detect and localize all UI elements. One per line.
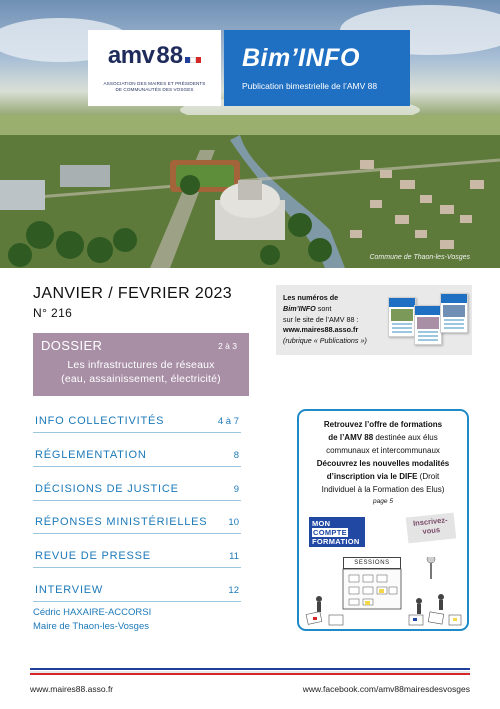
footer-facebook-link[interactable]: www.facebook.com/amv88mairesdesvosges [302, 684, 470, 694]
online-url-link[interactable]: www.maires88.asso.fr [283, 325, 359, 335]
formation-line5-rest: (Droit [417, 471, 440, 481]
masthead [224, 30, 410, 106]
online-line2-rest: sont [315, 303, 332, 313]
toc-item-pages: 10 [228, 517, 239, 528]
masthead-subtitle: Publication bimestrielle de l’AMV 88 [242, 81, 378, 91]
dossier-pages: 2 à 3 [218, 341, 237, 351]
badge-line: COMPTE [313, 528, 347, 537]
toc-item-label: DÉCISIONS DE JUSTICE [35, 483, 179, 495]
online-publication-name: Bim’INFO [283, 303, 316, 313]
toc-item-label: RÉGLEMENTATION [35, 449, 147, 461]
mon-compte-formation-badge [309, 517, 365, 547]
magazine-thumbnail [440, 293, 468, 333]
register-sticker[interactable] [406, 513, 456, 544]
logo-subtitle-line1: ASSOCIATION DES MAIRES ET PRÉSIDENTS [103, 80, 206, 86]
toc-item-pages: 11 [229, 551, 239, 562]
toc-item-reglementation[interactable] [33, 447, 241, 467]
dossier-title: DOSSIER [41, 338, 103, 353]
toc-item-pages: 8 [233, 450, 239, 461]
dossier-description-line2: (eau, assainissement, électricité) [61, 372, 221, 385]
footer-flag-stripe [30, 668, 470, 675]
formation-line2-bold: de l’AMV 88 [328, 432, 374, 442]
toc-item-label: RÉPONSES MINISTÉRIELLES [35, 516, 208, 528]
dossier-panel[interactable] [33, 333, 249, 396]
sticker-line: vous [422, 525, 441, 537]
masthead-title: Bim’INFO [242, 44, 360, 72]
footer-website-link[interactable]: www.maires88.asso.fr [30, 684, 114, 694]
training-promo-box[interactable] [297, 409, 469, 631]
sticker-line: Inscrivez- [412, 515, 448, 528]
toc-item-label: INFO COLLECTIVITÉS [35, 415, 165, 427]
flag-icon [185, 57, 201, 63]
badge-line: MON [312, 519, 331, 528]
formation-line2-rest: destinée aux élus [373, 432, 438, 442]
magazine-thumbnail [388, 297, 416, 337]
amv88-logo [88, 30, 221, 106]
formation-page-ref: page 5 [373, 497, 393, 505]
logo-word: amv [107, 41, 155, 69]
photo-credit: Commune de Thaon-les-Vosges [369, 254, 470, 261]
toc-item-pages: 12 [228, 585, 239, 596]
training-sessions-illustration [299, 557, 467, 627]
toc-item-pages: 9 [233, 484, 239, 495]
issue-date: JANVIER / FEVRIER 2023 [33, 285, 233, 302]
toc-item-info-collectivites[interactable] [33, 413, 241, 433]
dossier-description-line1: Les infrastructures de réseaux [67, 359, 215, 371]
magazine-thumbnail [414, 305, 442, 345]
logo-number: 88 [156, 41, 184, 69]
formation-line6: Individuel à la Formation des Elus) [321, 484, 445, 494]
toc-item-decisions-de-justice[interactable] [33, 481, 241, 501]
toc-item-interview[interactable] [33, 582, 241, 602]
formation-line3: communaux et intercommunaux [326, 445, 440, 455]
toc-item-label: INTERVIEW [35, 584, 104, 596]
online-line3: sur le site de l’AMV 88 : [283, 314, 359, 324]
online-rubric: (rubrique « Publications ») [283, 336, 367, 346]
interview-role: Maire de Thaon-les-Vosges [33, 620, 149, 632]
online-archive-box [276, 285, 472, 355]
toc-item-revue-de-presse[interactable] [33, 548, 241, 568]
toc-item-label: REVUE DE PRESSE [35, 550, 151, 562]
formation-line5-bold: d’inscription via le DIFE [326, 471, 418, 481]
formation-line1: Retrouvez l’offre de formations [323, 420, 443, 429]
toc-item-pages: 4 à 7 [217, 416, 239, 427]
interview-subject [33, 606, 151, 634]
issue-number: N° 216 [33, 306, 73, 320]
interview-name: Cédric HAXAIRE-ACCORSI [33, 607, 152, 618]
badge-line: FORMATION [312, 537, 360, 546]
logo-subtitle-line2: DE COMMUNAUTÉS DES VOSGES [115, 86, 194, 92]
toc-item-reponses-ministerielles[interactable] [33, 514, 241, 534]
sessions-board: SESSIONS [343, 557, 401, 569]
online-line1: Les numéros de [283, 293, 339, 302]
formation-line4: Découvrez les nouvelles modalités [316, 458, 450, 468]
